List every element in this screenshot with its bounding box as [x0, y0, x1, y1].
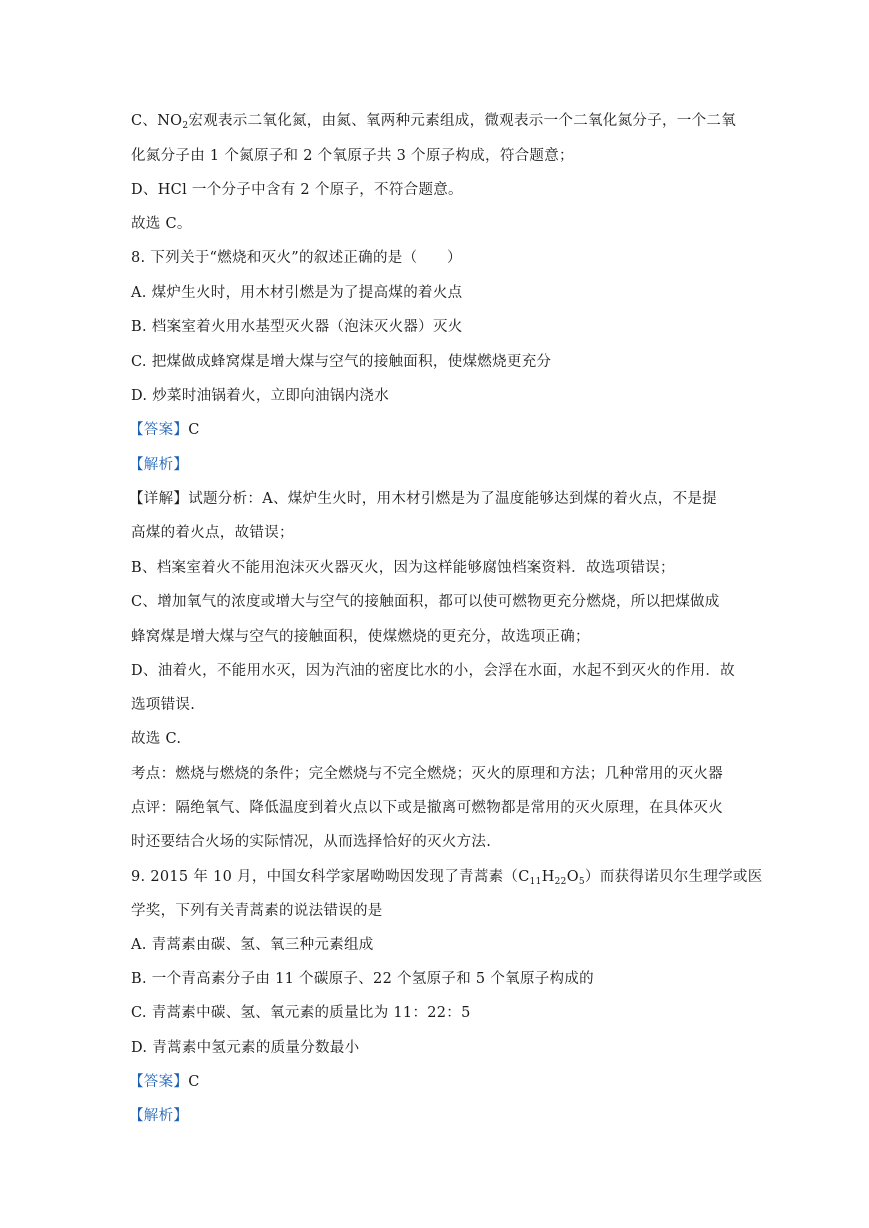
q9-stem-line1 — [131, 867, 763, 887]
q7-option-d: D、HCl 一个分子中含有 2 个原子，不符合题意。 — [131, 182, 463, 198]
q8-detail-d-line2: 选项错误. — [131, 697, 196, 713]
q8-answer — [129, 420, 200, 440]
q7-c-prefix: C、NO — [131, 113, 183, 129]
q9-option-a: A. 青蒿素由碳、氢、氧三种元素组成 — [131, 937, 374, 953]
q7-option-c-line1 — [131, 111, 736, 131]
q8-detail-d-line1: D、油着火，不能用水灭，因为汽油的密度比水的小，会浮在水面，水起不到灭火的作用．故 — [131, 663, 735, 679]
q7-c-subscript: 2 — [182, 121, 189, 131]
q8-answer-value: C — [188, 422, 200, 438]
q9-answer — [129, 1072, 200, 1092]
q9-analysis-tag: 【解析】 — [129, 1108, 189, 1124]
q8-dianping-line2: 时还要结合火场的实际情况，从而选择恰好的灭火方法. — [131, 834, 492, 850]
q9-option-b: B. 一个青高素分子由 11 个碳原子、22 个氢原子和 5 个氧原子构成的 — [131, 971, 594, 987]
q9-option-c: C. 青蒿素中碳、氢、氧元素的质量比为 11：22：5 — [131, 1005, 471, 1021]
q9-option-d: D. 青蒿素中氢元素的质量分数最小 — [131, 1040, 360, 1056]
q8-dianping-line1: 点评：隔绝氧气、降低温度到着火点以下或是撤离可燃物都是常用的灭火原理，在具体灭火 — [131, 800, 723, 816]
q9-answer-tag: 【答案】 — [129, 1074, 189, 1090]
q8-option-b: B. 档案室着火用水基型灭火器（泡沫灭火器）灭火 — [131, 319, 463, 335]
q8-analysis-tag: 【解析】 — [129, 457, 189, 473]
q8-kaodian: 考点：燃烧与燃烧的条件；完全燃烧与不完全燃烧；灭火的原理和方法；几种常用的灭火器 — [131, 766, 723, 782]
q8-detail-c-line2: 蜂窝煤是增大煤与空气的接触面积，使煤燃烧的更充分，故选项正确； — [131, 629, 590, 645]
q9-formula-o: O — [566, 869, 579, 885]
q9-formula-o-subscript: 5 — [578, 877, 585, 887]
q8-option-a: A. 煤炉生火时，用木材引燃是为了提高煤的着火点 — [131, 285, 463, 301]
q7-c-text: 宏观表示二氧化氮，由氮、氧两种元素组成，微观表示一个二氧化氮分子，一个二氧 — [188, 113, 737, 129]
q9-stem-suffix: ）而获得诺贝尔生理学或医 — [584, 869, 763, 885]
q8-detail-b: B、档案室着火不能用泡沫灭火器灭火，因为这样能够腐蚀档案资料．故选项错误； — [131, 560, 675, 576]
q8-detail-text: 试题分析：A、煤炉生火时，用木材引燃是为了温度能够达到煤的着火点，不是提 — [188, 491, 717, 507]
q7-conclusion: 故选 C。 — [131, 216, 192, 232]
q9-answer-value: C — [188, 1074, 200, 1090]
q8-detail-line1 — [129, 489, 717, 509]
q9-formula-c-subscript: 11 — [529, 877, 542, 887]
q8-detail-line2: 高煤的着火点，故错误； — [131, 525, 294, 541]
q8-answer-tag: 【答案】 — [129, 422, 189, 438]
q9-stem-line2: 学奖，下列有关青蒿素的说法错误的是 — [131, 903, 383, 919]
q8-detail-c-line1: C、增加氧气的浓度或增大与空气的接触面积，都可以使可燃物更充分燃烧，所以把煤做成 — [131, 594, 720, 610]
q9-formula-h: H — [541, 869, 555, 885]
q8-option-d: D. 炒菜时油锅着火，立即向油锅内浇水 — [131, 388, 390, 404]
q7-option-c-line2: 化氮分子由 1 个氮原子和 2 个氧原子共 3 个原子构成，符合题意； — [131, 148, 574, 164]
q8-conclusion: 故选 C. — [131, 731, 182, 747]
q8-stem: 8. 下列关于“燃烧和灭火”的叙述正确的是（ ） — [131, 250, 462, 266]
q8-option-c: C. 把煤做成蜂窝煤是增大煤与空气的接触面积，使煤燃烧更充分 — [131, 354, 552, 370]
q8-detail-tag: 【详解】 — [129, 491, 189, 507]
q9-stem-prefix: 9. 2015 年 10 月，中国女科学家屠呦呦因发现了青蒿素（C — [131, 869, 530, 885]
q9-formula-h-subscript: 22 — [554, 877, 567, 887]
